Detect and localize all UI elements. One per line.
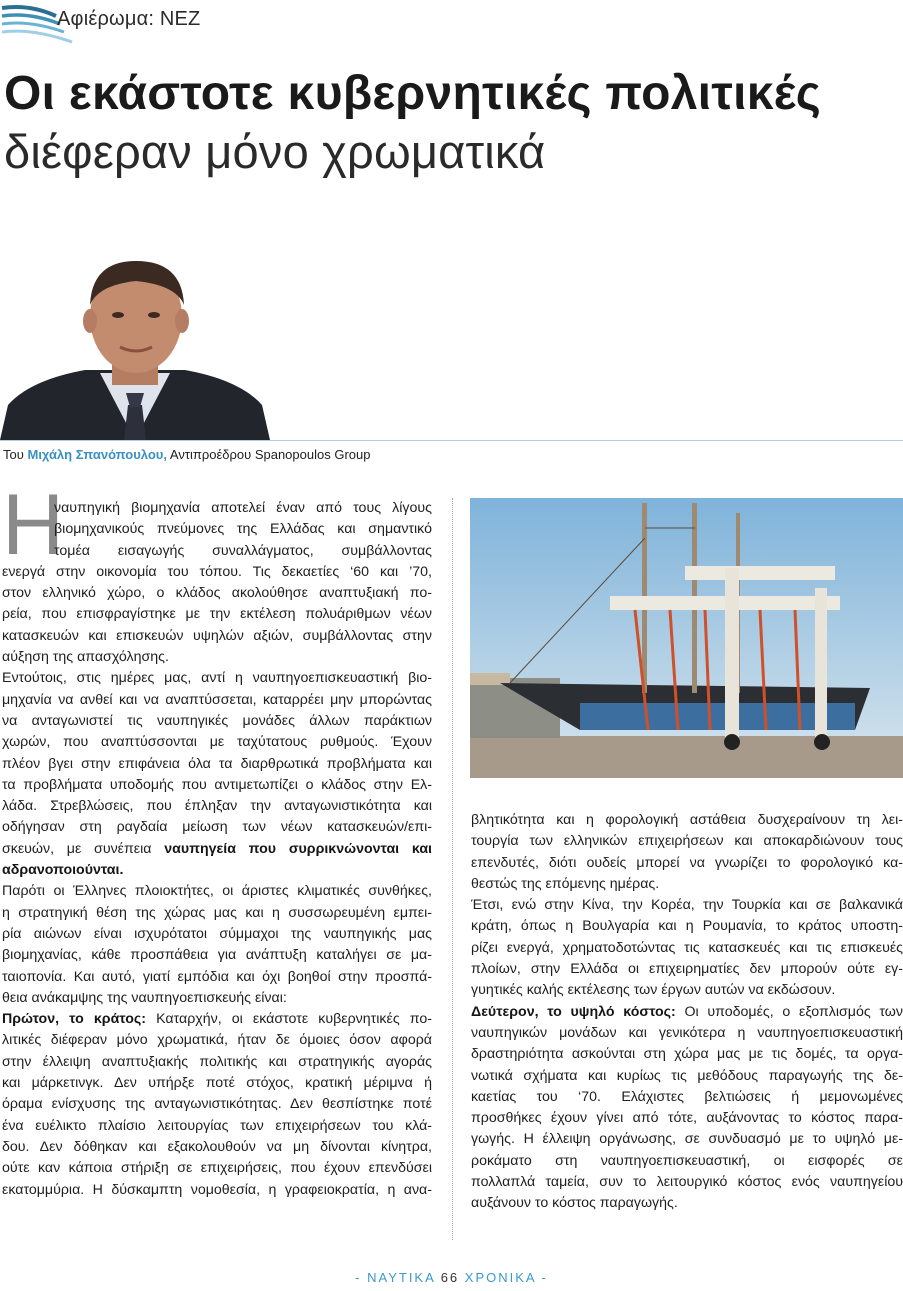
bold-run: Πρώτον, το κράτος: xyxy=(2,1011,146,1028)
text-line: κατασκευών και επισκευών υψηλών αξιών, συμβάλλοντας στην xyxy=(2,627,432,644)
text-line: οδήγησαν στη ραγδαία μείωση των νέων κατασκευών/επι- xyxy=(2,819,432,836)
column-divider xyxy=(452,498,453,1240)
text-line-mixed xyxy=(2,839,432,860)
text-line: καετίας του ‘70. Ελάχιστες βελτιώσεις ή μεμονωμένες xyxy=(471,1088,903,1105)
text-line: ναυπηγική βιομηχανία αποτελεί έναν από τους λίγους xyxy=(54,500,432,516)
text-line: ναυπηγικών μονάδων και γενικότερα η ναυπηγοεπισκευαστική xyxy=(471,1024,903,1041)
text-line: μηχανία να ανθεί και να αναπτύσσεται, καταρρέει μην μπορώντας xyxy=(2,691,432,708)
drop-cap: Η xyxy=(2,477,65,573)
text-line: βιομηχανικούς πνεύμονες της Ελλάδας και σημαντικό xyxy=(54,521,432,538)
text-line: η στρατηγική θέση της χώρας μας και η συσσωρευμένη εμπει- xyxy=(2,904,432,921)
text-line: ρεία, που επισφραγίστηκε με την εκτέλεση πολυάριθμων νέων xyxy=(2,606,432,623)
text-line: αύξηση της απασχόλησης. xyxy=(2,649,169,666)
text-line: κράτη, όπως η Βουλγαρία και η Ρουμανία, το κράτος υποστη- xyxy=(471,918,903,935)
text-line: πολλαπλά ταμεία, συν το λειτουργικό κόστος ενός ναυπηγείου xyxy=(471,1174,903,1191)
byline-author: Μιχάλη Σπανόπουλου, xyxy=(27,447,167,462)
text-line: ρίζει ενεργά, χρηματοδοτώντας τις κατασκευές και τις επισκευές xyxy=(471,939,903,956)
text-line: χωρών, που αναπτύσσονται με ταχύτατους ρυθμούς. Έχουν xyxy=(2,734,432,751)
text-line xyxy=(2,860,432,881)
text-line: ρία αιώνων είναι ισχυρότατοι σύμμαχοι της ναυπηγικής μας xyxy=(2,925,432,942)
bold-run: Δεύτερον, το υψηλό κόστος: xyxy=(471,1003,676,1020)
text-line: όραμα ενίσχυσης της ανταγωνιστικότητας. Δεν θεσπίστηκε ποτέ xyxy=(2,1096,432,1113)
text-line: βλητικότητα και η φορολογική αστάθεια δυσχεραίνουν τη λει- xyxy=(471,812,903,828)
text-line: να ανταγωνιστεί τις ναυπηγικές μονάδες άλλων παράκτιων xyxy=(2,712,432,729)
page-number: 66 xyxy=(440,1270,460,1285)
article-title: Οι εκάστοτε κυβερνητικές πολιτικές xyxy=(4,67,821,120)
byline-divider xyxy=(0,440,903,441)
author-portrait xyxy=(0,255,270,440)
text-line: Παρότι οι Έλληνες πλοιοκτήτες, οι άριστες κλιματικές συνθήκες, xyxy=(2,883,432,900)
text-line: γωγής. Η έλλειψη οργάνωσης, σε συνδυασμό με το υψηλό με- xyxy=(471,1131,903,1148)
page-footer xyxy=(0,1270,903,1285)
text-line: δου. Δεν δόθηκαν και εξακολουθούν να μη δίνονται κίνητρα, xyxy=(2,1138,432,1155)
article-column-1 xyxy=(2,498,432,1201)
text-line: προσθήκες έχουν γίνει από τότε, αυξάνοντας το κόστος παρα- xyxy=(471,1110,903,1127)
text-line: θεστώς της επόμενης ημέρας. xyxy=(471,875,660,892)
bold-run: αδρανοποιούνται. xyxy=(2,862,124,879)
text-line: θεια ανάκαμψης της ναυπηγοεπισκευής είναι: xyxy=(2,989,287,1006)
text-run: Οι υποδομές, ο εξοπλισμός των xyxy=(684,1003,903,1020)
article-subtitle: διέφεραν μόνο χρωματικά xyxy=(4,125,546,178)
text-line: Έτσι, ενώ στην Κίνα, την Κορέα, την Τουρκία και σε βαλκανικά xyxy=(471,897,903,914)
text-line: γυητικές καλής εκτέλεσης των έργων αυτών να εκδώσουν. xyxy=(471,982,836,999)
text-run: σκευών, με συνέπεια xyxy=(2,840,152,857)
footer-right: ΧΡΟΝΙΚΑ - xyxy=(464,1270,548,1285)
text-line: εκατομμύρια. Η δύσκαμπτη νομοθεσία, η γραφειοκρατία, η ανα- xyxy=(2,1181,432,1198)
text-line-mixed xyxy=(471,1002,903,1023)
text-line: και μάρκετινγκ. Δεν υπήρξε ποτέ στόχος, κρατική μέριμνα ή xyxy=(2,1075,432,1092)
article-column-2 xyxy=(471,810,903,1215)
text-line: πλοίων, στην Ελλάδα οι επιχειρηματίες δεν μπορούν ούτε εγ- xyxy=(471,961,903,978)
text-line: στον ελληνικό χώρο, ο κλάδος ακολούθησε αναπτυξιακή πο- xyxy=(2,585,432,602)
text-line: ροκάματο στη ναυπηγοεπισκευαστική, οι εισφορές σε xyxy=(471,1152,903,1169)
text-line: λιτικές διέφεραν μόνο χρωματικά, ήταν δε όμοιες όσον αφορά xyxy=(2,1032,432,1049)
text-line-mixed xyxy=(2,1009,432,1030)
text-line: Εντούτοις, στις ημέρες μας, αντί η ναυπηγοεπισκευαστική βιο- xyxy=(2,670,432,687)
text-run: Καταρχήν, οι εκάστοτε κυβερνητικές πο- xyxy=(156,1011,432,1028)
section-label: Αφιέρωμα: ΝΕΖ xyxy=(57,8,201,30)
text-line: επενδυτές, διότι ουδείς μπορεί να γνωρίζει το φορολογικό κα- xyxy=(471,854,903,871)
text-line: ταιοπονία. Και αυτό, γιατί εμπόδια και όχι βοηθοί στην προσπά- xyxy=(2,968,432,985)
shipyard-photo xyxy=(470,498,903,778)
text-line: τομέα εισαγωγής συναλλάγματος, συμβάλλοντας xyxy=(54,542,432,559)
byline-role: Αντιπροέδρου Spanopoulos Group xyxy=(169,447,371,462)
text-line: στην έλλειψη αναπτυξιακής πολιτικής και στρατηγικής αγοράς xyxy=(2,1053,432,1070)
footer-left: - ΝΑΥΤΙΚΑ xyxy=(355,1270,436,1285)
text-line: ενεργά στην οικονομία του τόπου. Τις δεκαετίες ‘60 και ’70, xyxy=(2,563,432,580)
text-line: τα προβλήματα υποδομής που αντιμετωπίζει ο κλάδος στην Ελ- xyxy=(2,776,432,793)
byline xyxy=(3,447,370,462)
bold-run: ναυπηγεία που συρρικνώνονται και xyxy=(164,840,432,857)
text-line: λάδα. Στρεβλώσεις, που έπληξαν την ανταγωνιστικότητα και xyxy=(2,798,432,815)
text-line: ένα ευέλικτο πλαίσιο λειτουργίας των επιχειρήσεων του κλά- xyxy=(2,1117,432,1134)
text-line: βιομηχανίας, κάθε προσπάθεια για ανάπτυξη καταλήγει σε μα- xyxy=(2,947,432,964)
text-line: δραστηριότητα ασκούνται στη χώρα μας με τις δομές, τα οργα- xyxy=(471,1046,903,1063)
text-line: τουργία των ελληνικών επιχειρήσεων και αποκαρδιώνουν τους xyxy=(471,833,903,850)
text-line: αυξάνουν το κόστος παραγωγής. xyxy=(471,1195,678,1212)
text-line: ούτε καν κάποια στήριξη σε επιχειρήσεις, που έχουν επενδύσει xyxy=(2,1160,432,1177)
text-line: νωτικά σχήματα και κυρίως τις μεθόδους παραγωγής της δε- xyxy=(471,1067,903,1084)
byline-prefix: Του xyxy=(3,447,24,462)
text-line: πλέον βγει στην επιφάνεια όλα τα διαρθρωτικά προβλήματα και xyxy=(2,755,432,772)
